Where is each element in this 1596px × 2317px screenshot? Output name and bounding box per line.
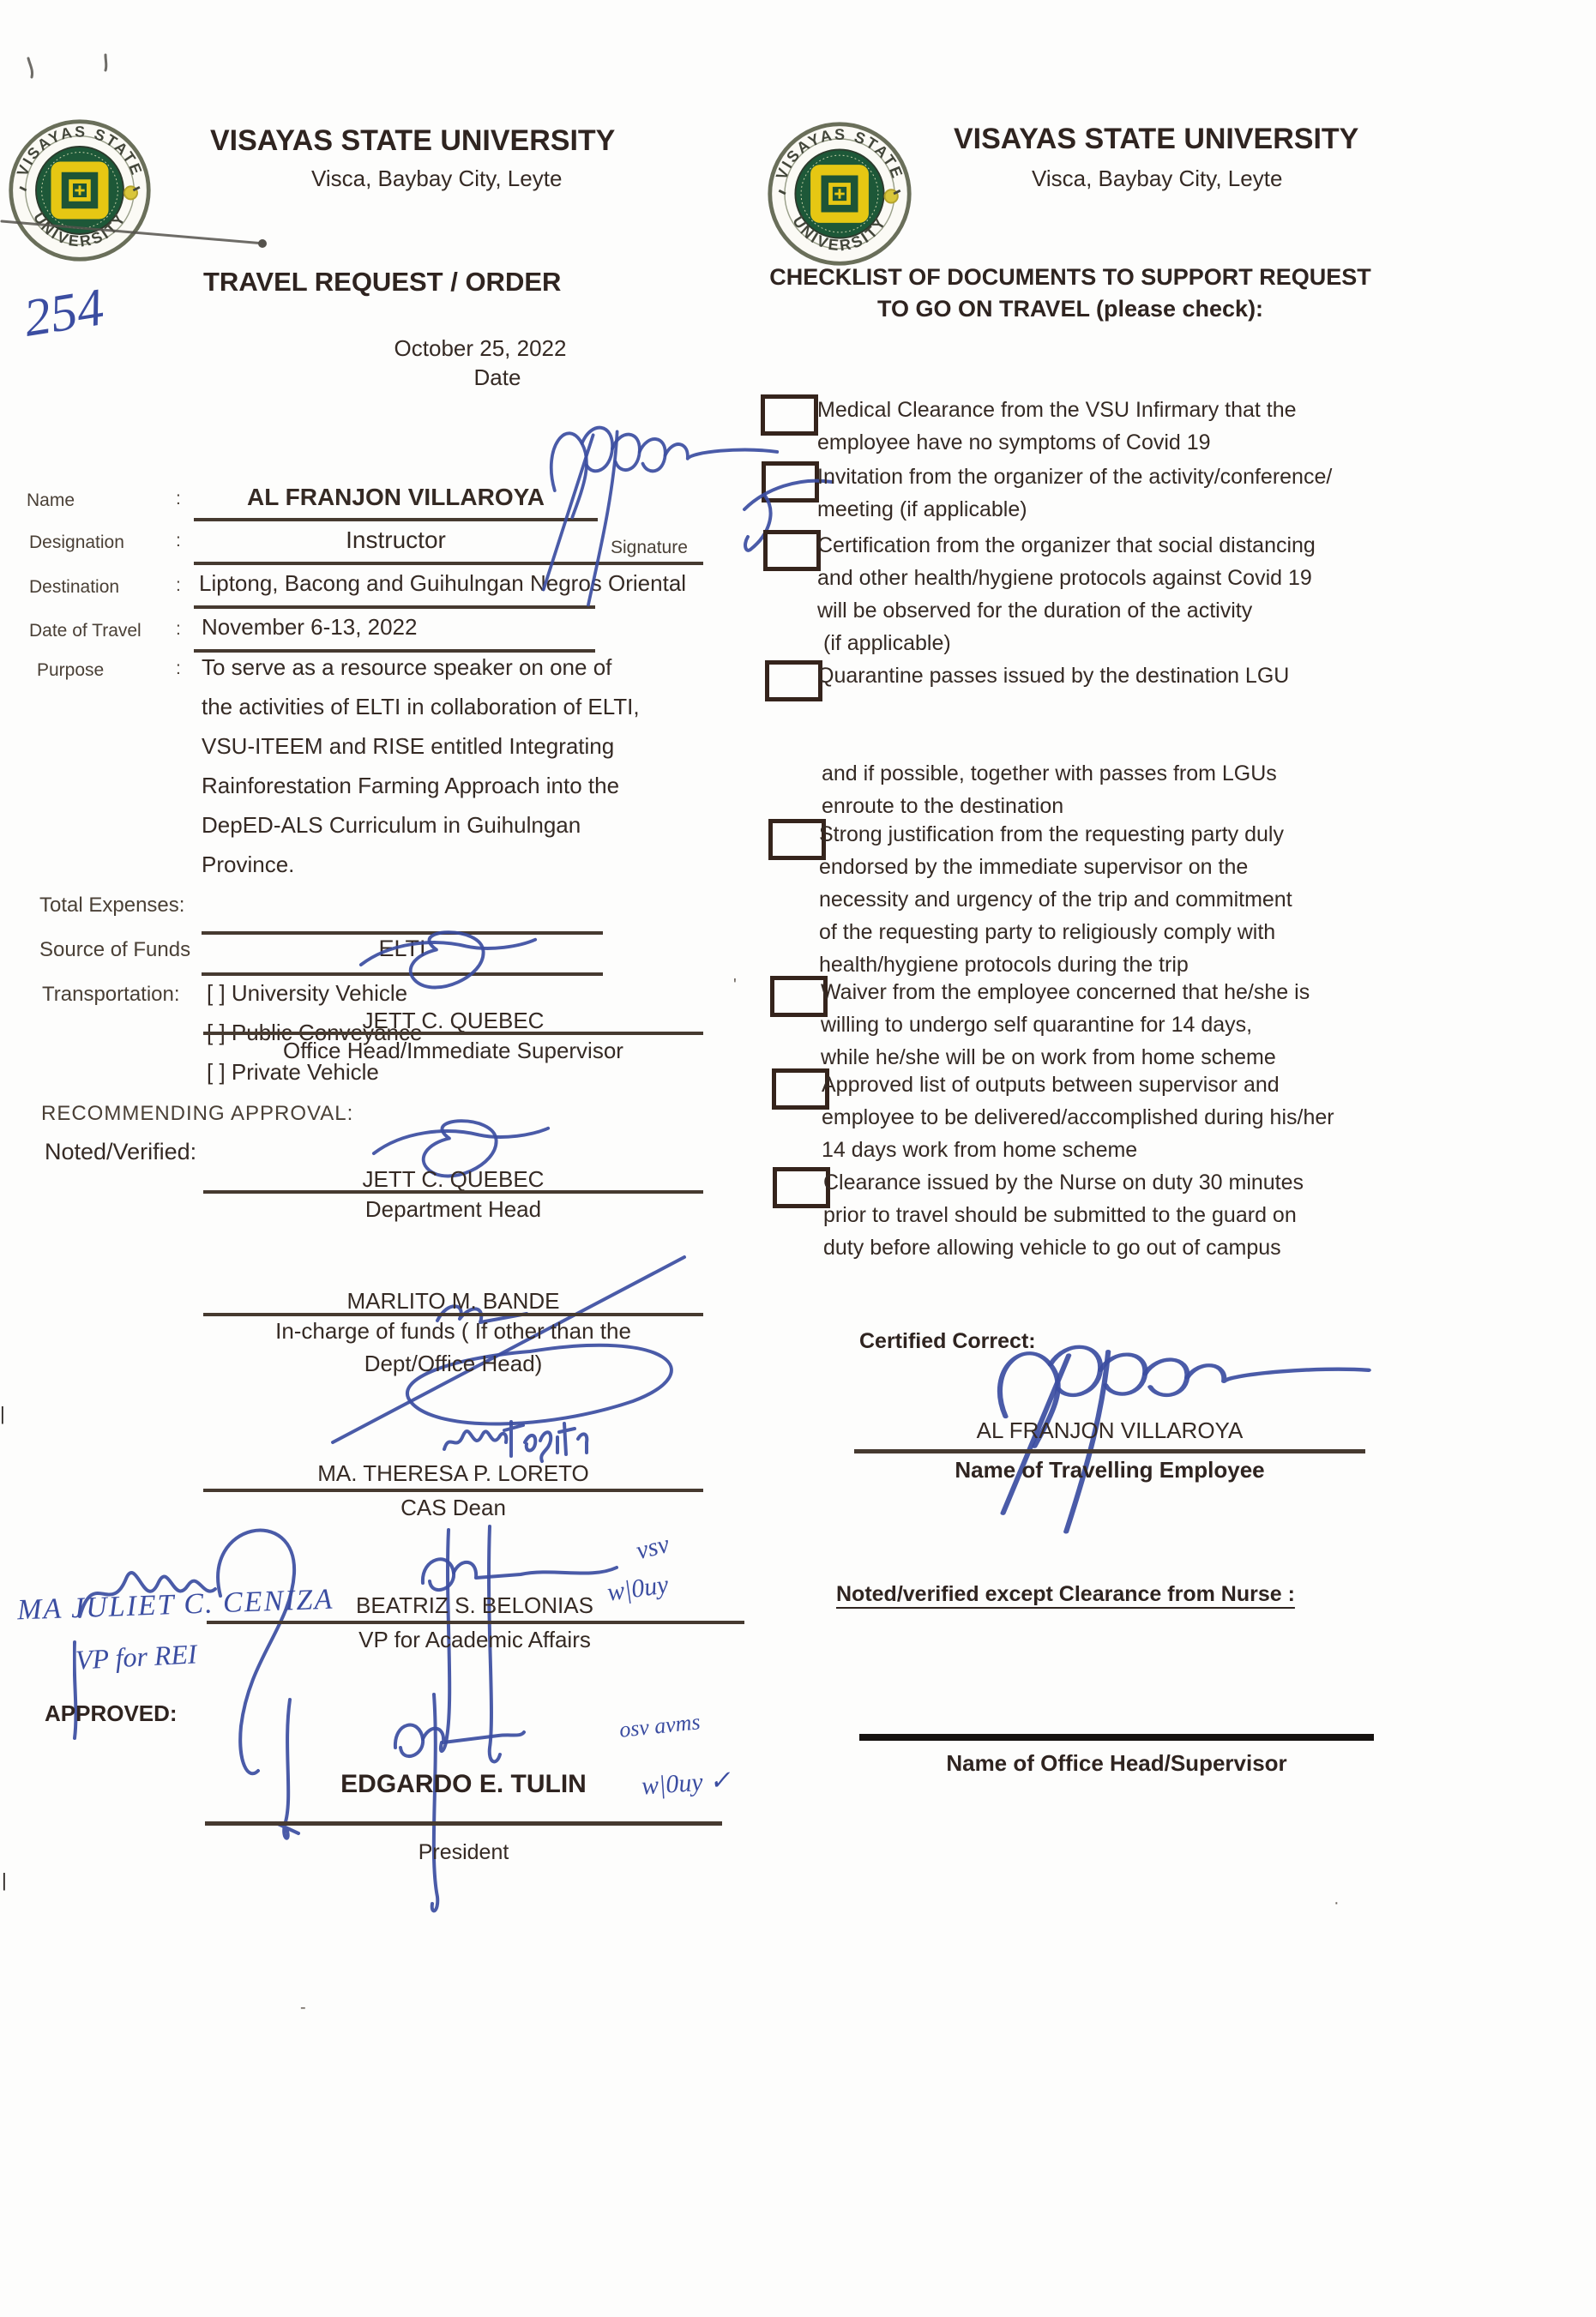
- stray-mark: |: [2, 1869, 7, 1891]
- purpose-label: Purpose: [37, 660, 105, 680]
- destination-colon: :: [176, 575, 181, 595]
- handwritten-vp-for-rei: VP for REI: [75, 1638, 198, 1676]
- destination-value: Liptong, Bacong and Guihulngan Negros Oriental: [199, 570, 687, 596]
- checkbox-approved-outputs[interactable]: [772, 1068, 829, 1110]
- source-of-funds-label: Source of Funds: [39, 938, 191, 961]
- certified-correct-label: Certified Correct:: [859, 1329, 1036, 1353]
- designation-value: Instructor: [346, 527, 446, 553]
- checklist-line: (if applicable): [823, 631, 951, 655]
- checklist-line: and other health/hygiene protocols against Covid 19: [817, 566, 1312, 590]
- handwritten-form-number: 254: [20, 278, 108, 348]
- signatory-name: JETT C. QUEBEC: [362, 1008, 545, 1033]
- left-university-title: VISAYAS STATE UNIVERSITY: [210, 124, 616, 157]
- handwritten-note-date2: w|0uy ✓: [640, 1766, 732, 1801]
- checklist-line: will be observed for the duration of the activity: [817, 599, 1253, 623]
- designation-colon: :: [176, 531, 181, 551]
- checklist-line: Clearance issued by the Nurse on duty 30 minutes: [823, 1171, 1304, 1195]
- stray-pen-line-through-seal: [0, 204, 274, 264]
- signatory-title: Office Head/Immediate Supervisor: [283, 1038, 623, 1063]
- name-colon: :: [176, 489, 181, 509]
- designation-label: Designation: [29, 533, 124, 552]
- vsu-seal-logo-right: [766, 120, 913, 268]
- handwritten-note-date: w|0uy: [605, 1570, 671, 1607]
- purpose-line: VSU-ITEEM and RISE entitled Integrating: [202, 733, 615, 759]
- right-university-title: VISAYAS STATE UNIVERSITY: [954, 123, 1359, 155]
- signatory-name: JETT C. QUEBEC: [362, 1166, 545, 1192]
- checklist-line: of the requesting party to religiously comply with: [819, 920, 1276, 944]
- checklist-heading-line1: CHECKLIST OF DOCUMENTS TO SUPPORT REQUEST: [769, 264, 1371, 290]
- form-title: TRAVEL REQUEST / ORDER: [203, 267, 562, 297]
- checklist-continuation-line: and if possible, together with passes from LGUs: [822, 761, 1277, 785]
- signature-tulin-stroke-right: [422, 1691, 461, 1923]
- name-value: AL FRANJON VILLAROYA: [247, 484, 545, 510]
- purpose-line: Rainforestation Farming Approach into the: [202, 773, 620, 798]
- purpose-colon: :: [176, 659, 181, 678]
- checklist-continuation-line: enroute to the destination: [822, 794, 1064, 818]
- signature-caption: Signature: [611, 538, 688, 557]
- stray-mark: |: [0, 1403, 5, 1424]
- name-label: Name: [27, 490, 75, 510]
- checkbox-waiver[interactable]: [770, 976, 828, 1017]
- checkbox-strong-justification[interactable]: [768, 819, 826, 860]
- date-of-travel-colon: :: [176, 619, 181, 639]
- checklist-line: employee have no symptoms of Covid 19: [817, 430, 1211, 454]
- signatory-title: Department Head: [364, 1196, 542, 1222]
- checklist-line: Strong justification from the requesting party duly: [819, 822, 1284, 846]
- transportation-label: Transportation:: [42, 983, 180, 1006]
- checklist-line: Certification from the organizer that social distancing: [817, 533, 1316, 557]
- travelling-employee-caption: Name of Travelling Employee: [955, 1457, 1265, 1483]
- checklist-line: prior to travel should be submitted to the guard on: [823, 1203, 1297, 1227]
- recommending-approval-label: RECOMMENDING APPROVAL:: [41, 1102, 354, 1125]
- destination-label: Destination: [29, 577, 120, 597]
- checklist-line: Medical Clearance from the VSU Infirmary that the: [817, 398, 1297, 422]
- request-date-value: October 25, 2022: [394, 335, 567, 361]
- signatory-name: MARLITO M. BANDE: [346, 1288, 560, 1314]
- checklist-line: willing to undergo self quarantine for 14 days,: [821, 1013, 1253, 1037]
- purpose-line: the activities of ELTI in collaboration of ELTI,: [202, 694, 640, 719]
- checklist-line: necessity and urgency of the trip and commitment: [819, 888, 1292, 912]
- signatory-name: EDGARDO E. TULIN: [340, 1770, 587, 1798]
- option-university-vehicle[interactable]: [ ] University Vehicle: [207, 980, 408, 1006]
- date-of-travel-label: Date of Travel: [29, 621, 142, 641]
- signatory-title: VP for Academic Affairs: [358, 1627, 591, 1652]
- checklist-line: employee to be delivered/accomplished during his/her: [822, 1105, 1334, 1129]
- signatory-title: President: [418, 1840, 509, 1864]
- noted-verified-label: Noted/Verified:: [45, 1139, 197, 1165]
- purpose-line: To serve as a resource speaker on one of: [202, 654, 612, 680]
- purpose-line: DepED-ALS Curriculum in Guihulngan: [202, 812, 581, 838]
- checklist-line: Quarantine passes issued by the destination LGU: [817, 664, 1290, 688]
- handwritten-note-vsv: vsv: [633, 1529, 672, 1566]
- checklist-line: duty before allowing vehicle to go out of campus: [823, 1236, 1281, 1260]
- checklist-line: while he/she will be on work from home scheme: [821, 1045, 1276, 1069]
- signatory-title: CAS Dean: [401, 1495, 506, 1520]
- signatory-title-line2: Dept/Office Head): [364, 1351, 543, 1376]
- left-university-address: Visca, Baybay City, Leyte: [311, 166, 563, 191]
- travelling-employee-name: AL FRANJON VILLAROYA: [976, 1417, 1244, 1443]
- approved-label: APPROVED:: [45, 1700, 178, 1726]
- handwritten-note-osv: osv avms: [617, 1709, 702, 1742]
- checkbox-nurse-clearance[interactable]: [773, 1167, 830, 1208]
- checklist-line: Waiver from the employee concerned that he/she is: [821, 980, 1310, 1004]
- office-head-signature-line: [859, 1734, 1374, 1741]
- noted-except-nurse-label: Noted/verified except Clearance from Nurse :: [836, 1582, 1295, 1606]
- request-date-label: Date: [473, 364, 521, 390]
- signatory-name: BEATRIZ S. BELONIAS: [356, 1592, 593, 1618]
- handwritten-juliet-ceniza-name: MA JULIET C. CENIZA: [16, 1583, 334, 1627]
- stray-mark: ': [733, 976, 737, 995]
- checklist-heading-line2: TO GO ON TRAVEL (please check):: [876, 296, 1264, 322]
- stray-mark: -: [300, 1998, 306, 2017]
- signatory-name: MA. THERESA P. LORETO: [317, 1460, 589, 1486]
- office-head-caption: Name of Office Head/Supervisor: [946, 1750, 1287, 1776]
- option-public-conveyance[interactable]: [ ] Public Conveyance: [207, 1020, 423, 1045]
- checkbox-quarantine-passes[interactable]: [765, 660, 822, 701]
- checklist-line: Approved list of outputs between supervisor and: [822, 1073, 1280, 1097]
- source-of-funds-value: ELTI: [378, 936, 426, 961]
- stray-tick-marks: [13, 51, 124, 90]
- checklist-line: Invitation from the organizer of the activity/conference/: [817, 465, 1333, 489]
- purpose-line: Province.: [202, 852, 295, 877]
- signature-quebec-1: [356, 919, 540, 1015]
- checklist-line: health/hygiene protocols during the trip: [819, 953, 1189, 977]
- stray-mark: ·: [1334, 1893, 1340, 1912]
- total-expenses-label: Total Expenses:: [39, 894, 185, 917]
- date-of-travel-value: November 6-13, 2022: [202, 614, 418, 640]
- checklist-line: 14 days work from home scheme: [822, 1138, 1138, 1162]
- right-university-address: Visca, Baybay City, Leyte: [1032, 166, 1283, 191]
- signatory-title: In-charge of funds ( If other than the: [275, 1318, 631, 1344]
- signature-villaroya-top: [540, 410, 780, 611]
- option-private-vehicle[interactable]: [ ] Private Vehicle: [207, 1059, 379, 1085]
- checklist-line: meeting (if applicable): [817, 497, 1027, 521]
- checklist-line: endorsed by the immediate supervisor on the: [819, 855, 1249, 879]
